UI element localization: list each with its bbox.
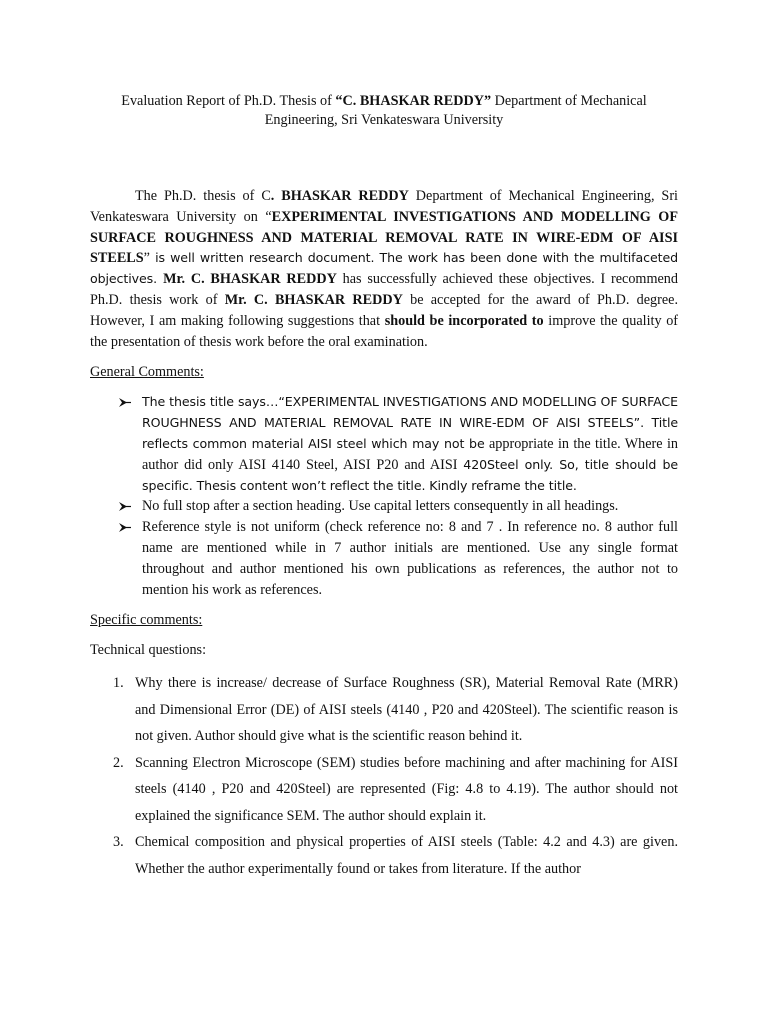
question-text: Scanning Electron Microscope (SEM) studies before machining and after machining for AISI steels (4140 , P20 and 420Steel) are represented (Fig: 4.8 to 4.19). The author should not explained the significance SEM. The author should explain it. — [135, 754, 678, 824]
technical-questions-heading: Technical questions: — [90, 642, 207, 659]
intro-text: be accepted for the award of Ph.D. degree. However, I am making following suggestions that — [90, 291, 678, 329]
comment-text: Reference style is not uniform (check reference no: 8 and 7 . In reference no. 8 author full name are mentioned while in 7 author initials are mentioned. Use any single format throughout and author mentioned his own publications as references, the author not to mention his work as references. — [142, 519, 678, 598]
comment-text: The thesis title says…“EXPERIMENTAL INVESTIGATIONS AND MODELLING OF SURFACE ROUGHNESS AND MATERIAL REMOVAL RATE IN WIRE-EDM OF AISI STEELS”. Title reflects common material AISI steel which may not be — [142, 394, 678, 451]
arrow-bullet-icon — [118, 522, 132, 533]
title-suffix: Department of Mechanical — [491, 93, 647, 109]
intro-text: is well written research document. The work has been done with the multifaceted objectives. — [90, 250, 678, 287]
technical-questions-list — [90, 670, 678, 882]
intro-text: Department of Mechanical Engineering, Sri Venkateswara University on “ — [90, 188, 678, 225]
list-item — [90, 392, 678, 496]
question-number: 1. — [113, 675, 124, 692]
question-text: Chemical composition and physical properties of AISI steels (Table: 4.2 and 4.3) are given. Whether the author experimentally found or takes from literature. If the author — [135, 834, 678, 877]
question-text: Why there is increase/ decrease of Surface Roughness (SR), Material Removal Rate (MRR) and Dimensional Error (DE) of AISI steels (4140 , P20 and 420Steel). The scientific reason is not given. Author should give what is the scientific reason behind it. — [135, 675, 678, 745]
arrow-bullet-icon — [118, 397, 132, 408]
intro-name: Mr. C. BHASKAR REDDY — [163, 271, 337, 288]
intro-text: ” — [143, 250, 150, 267]
list-item — [90, 750, 678, 830]
intro-text: improve the quality of the presentation of thesis work before the oral examination. — [90, 312, 679, 350]
report-title — [90, 92, 678, 130]
arrow-bullet-icon — [118, 501, 132, 512]
intro-text: has successfully achieved these objectives. I recommend Ph.D. thesis work of — [90, 271, 678, 308]
comment-text: appropriate in the title. Where in author did only AISI 4140 Steel, AISI P20 and AISI — [142, 435, 678, 473]
intro-name: Mr. C. BHASKAR REDDY — [224, 291, 403, 308]
intro-text: The Ph.D. thesis of C — [135, 188, 271, 204]
list-item — [90, 829, 678, 882]
question-number: 2. — [113, 754, 124, 771]
title-prefix: Evaluation Report of Ph.D. Thesis of — [121, 93, 336, 109]
list-item — [90, 496, 678, 517]
intro-emphasis: should be incorporated to — [384, 312, 544, 329]
thesis-title: EXPERIMENTAL INVESTIGATIONS AND MODELLING OF SURFACE ROUGHNESS AND MATERIAL REMOVAL RATE IN WIRE-EDM OF AISI STEELS — [90, 208, 678, 267]
general-comments-heading: General Comments: — [90, 364, 204, 381]
specific-comments-heading: Specific comments: — [90, 612, 203, 629]
intro-paragraph — [90, 186, 678, 352]
comment-text: No full stop after a section heading. Use capital letters consequently in all headings. — [142, 498, 619, 515]
general-comments-list — [90, 392, 678, 600]
candidate-name: “C. BHASKAR REDDY” — [335, 93, 492, 109]
intro-name: . BHASKAR REDDY — [270, 188, 409, 204]
list-item — [90, 517, 678, 600]
list-item — [90, 670, 678, 750]
title-university: Engineering, Sri Venkateswara University — [264, 112, 504, 128]
question-number: 3. — [113, 834, 124, 851]
comment-text: 420Steel only. So, title should be specific. Thesis content won’t reflect the title. Kindly reframe the title. — [142, 456, 678, 493]
